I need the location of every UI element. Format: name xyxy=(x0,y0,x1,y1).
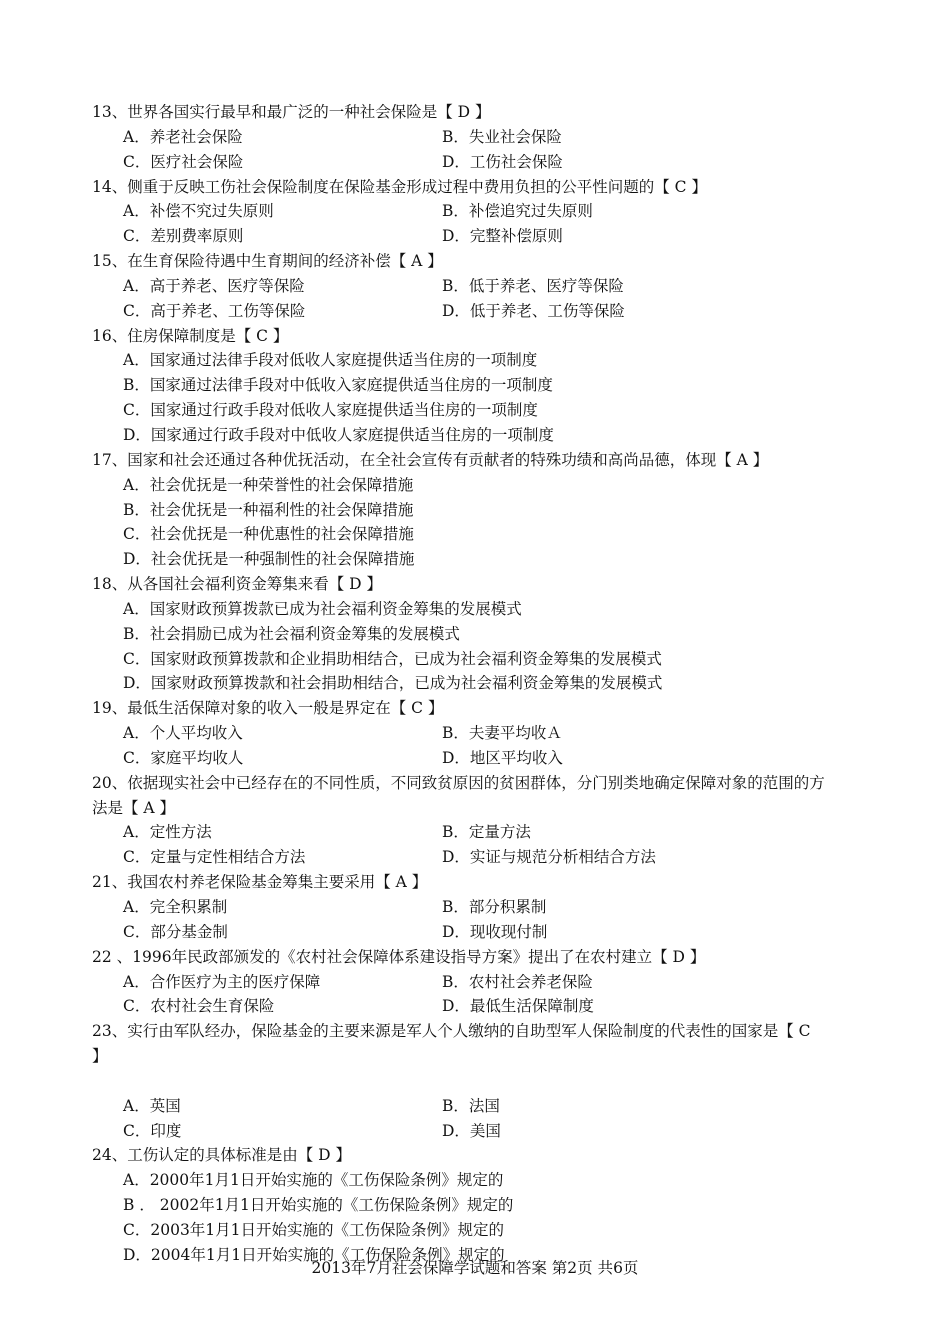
question-item xyxy=(92,945,872,1020)
option: B．补偿追究过失原则 xyxy=(442,202,593,221)
option: B．社会捐励已成为社会福利资金筹集的发展模式 xyxy=(123,624,460,643)
option: D．低于养老、工伤等保险 xyxy=(442,301,625,320)
question-item xyxy=(92,1019,872,1143)
option: B．法国 xyxy=(442,1096,500,1115)
option: D．社会优抚是一种强制性的社会保障措施 xyxy=(123,550,415,569)
option: A．合作医疗为主的医疗保障 xyxy=(123,972,321,991)
option: A．补偿不究过失原则 xyxy=(123,202,274,221)
option-row xyxy=(92,746,872,771)
option: B．国家通过法律手段对中低收入家庭提供适当住房的一项制度 xyxy=(123,376,553,395)
option: C．家庭平均收人 xyxy=(123,748,244,767)
option: B．低于养老、医疗等保险 xyxy=(442,276,624,295)
option-row xyxy=(92,895,872,920)
question-stem: 16、住房保障制度是【 C 】 xyxy=(92,326,289,345)
option-row xyxy=(92,920,872,945)
page-footer: 2013年7月社会保障学试题和答案 第2页 共6页 xyxy=(311,1259,639,1277)
option-row xyxy=(92,820,872,845)
option: B．定量方法 xyxy=(442,823,531,842)
option-row xyxy=(92,299,872,324)
option-row xyxy=(92,970,872,995)
question-item xyxy=(92,175,872,250)
option: B．失业社会保险 xyxy=(442,127,562,146)
option: C．2003年1月1日开始实施的《工伤保险条例》规定的 xyxy=(123,1220,505,1239)
question-item xyxy=(92,870,872,945)
question-stem: 20、依据现实社会中已经存在的不同性质，不同致贫原因的贫困群体，分门别类地确定保障对象的范围的方 xyxy=(92,773,825,792)
question-stem: 18、从各国社会福利资金筹集来看【 D 】 xyxy=(92,575,383,594)
option: C．印度 xyxy=(123,1121,182,1140)
option-row xyxy=(92,1094,872,1119)
question-item xyxy=(92,771,872,870)
question-list xyxy=(92,100,872,1268)
option-row xyxy=(92,1119,872,1144)
option: D．地区平均收入 xyxy=(442,748,563,767)
question-stem: 22 、1996年民政部颁发的《农村社会保障体系建设指导方案》提出了在农村建立【 D 】 xyxy=(92,947,706,966)
question-item xyxy=(92,249,872,324)
option-row xyxy=(92,125,872,150)
option: D．国家通过行政手段对中低收人家庭提供适当住房的一项制度 xyxy=(123,425,554,444)
question-stem: 17、国家和社会还通过各种优抚活动，在全社会宣传有贡献者的特殊功绩和高尚品德，体现【 A 】 xyxy=(92,450,769,469)
option: C．国家财政预算拨款和企业捐助相结合，已成为社会福利资金筹集的发展模式 xyxy=(123,649,662,668)
question-stem: 14、侧重于反映工伤社会保险制度在保险基金形成过程中费用负担的公平性问题的【 C 】 xyxy=(92,177,707,196)
question-stem: 法是【 A 】 xyxy=(92,798,176,817)
question-stem: 15、在生育保险待遇中生育期间的经济补偿【 A 】 xyxy=(92,252,443,271)
option: D．美国 xyxy=(442,1121,501,1140)
option: D．工伤社会保险 xyxy=(442,152,563,171)
option: A．国家通过法律手段对低收人家庭提供适当住房的一项制度 xyxy=(123,351,538,370)
option: B．社会优抚是一种福利性的社会保障措施 xyxy=(123,500,414,519)
option-row xyxy=(92,274,872,299)
option: B ． 2002年1月1日开始实施的《工伤保险条例》规定的 xyxy=(123,1196,514,1215)
option: C．医疗社会保险 xyxy=(123,152,244,171)
question-stem: 19、最低生活保障对象的收入一般是界定在【 C 】 xyxy=(92,699,444,718)
question-item xyxy=(92,448,872,572)
question-stem: 21、我国农村养老保险基金筹集主要采用【 A 】 xyxy=(92,873,428,892)
option: D．现收现付制 xyxy=(442,922,548,941)
option: C．国家通过行政手段对低收人家庭提供适当住房的一项制度 xyxy=(123,401,538,420)
option: A．社会优抚是一种荣誉性的社会保障措施 xyxy=(123,475,414,494)
option: A．高于养老、医疗等保险 xyxy=(123,276,305,295)
option: C．部分基金制 xyxy=(123,922,228,941)
option: D．完整补偿原则 xyxy=(442,227,563,246)
option: C．定量与定性相结合方法 xyxy=(123,848,306,867)
option-row xyxy=(92,150,872,175)
option: A．国家财政预算拨款已成为社会福利资金筹集的发展模式 xyxy=(123,599,522,618)
option: D．2004年1月1日开始实施的《工伤保险条例》规定的 xyxy=(123,1245,505,1264)
question-item xyxy=(92,1143,872,1267)
option: D．实证与规范分析相结合方法 xyxy=(442,848,656,867)
question-item xyxy=(92,696,872,771)
option: C．差别费率原则 xyxy=(123,227,244,246)
option-row xyxy=(92,224,872,249)
option: C．高于养老、工伤等保险 xyxy=(123,301,306,320)
question-stem: 24、工伤认定的具体标准是由【 D 】 xyxy=(92,1146,352,1165)
option-row xyxy=(92,845,872,870)
option: D．国家财政预算拨款和社会捐助相结合，已成为社会福利资金筹集的发展模式 xyxy=(123,674,663,693)
option: A．完全积累制 xyxy=(123,898,228,916)
option: B．部分积累制 xyxy=(442,898,547,916)
question-item xyxy=(92,572,872,696)
option: B．农村社会养老保险 xyxy=(442,972,593,991)
option: A．个人平均收入 xyxy=(123,724,243,743)
option: B．夫妻平均收Ａ xyxy=(442,724,562,743)
question-item xyxy=(92,324,872,448)
option: A．2000年1月1日开始实施的《工伤保险条例》规定的 xyxy=(123,1171,504,1190)
option-row xyxy=(92,994,872,1019)
option: C．农村社会生育保险 xyxy=(123,997,275,1016)
option-row xyxy=(92,199,872,224)
option: A．定性方法 xyxy=(123,823,212,842)
question-stem: 】 xyxy=(92,1047,108,1066)
question-stem xyxy=(92,1069,872,1094)
option: A．英国 xyxy=(123,1096,181,1115)
question-stem: 23、实行由军队经办，保险基金的主要来源是军人个人缴纳的自助型军人保险制度的代表性的国家是【 C xyxy=(92,1022,811,1041)
option-row xyxy=(92,721,872,746)
option: A．养老社会保险 xyxy=(123,127,243,146)
question-stem: 13、世界各国实行最早和最广泛的一种社会保险是【 D 】 xyxy=(92,103,491,121)
option: D．最低生活保障制度 xyxy=(442,997,594,1016)
question-item xyxy=(92,100,872,175)
option: C．社会优抚是一种优惠性的社会保障措施 xyxy=(123,525,414,544)
